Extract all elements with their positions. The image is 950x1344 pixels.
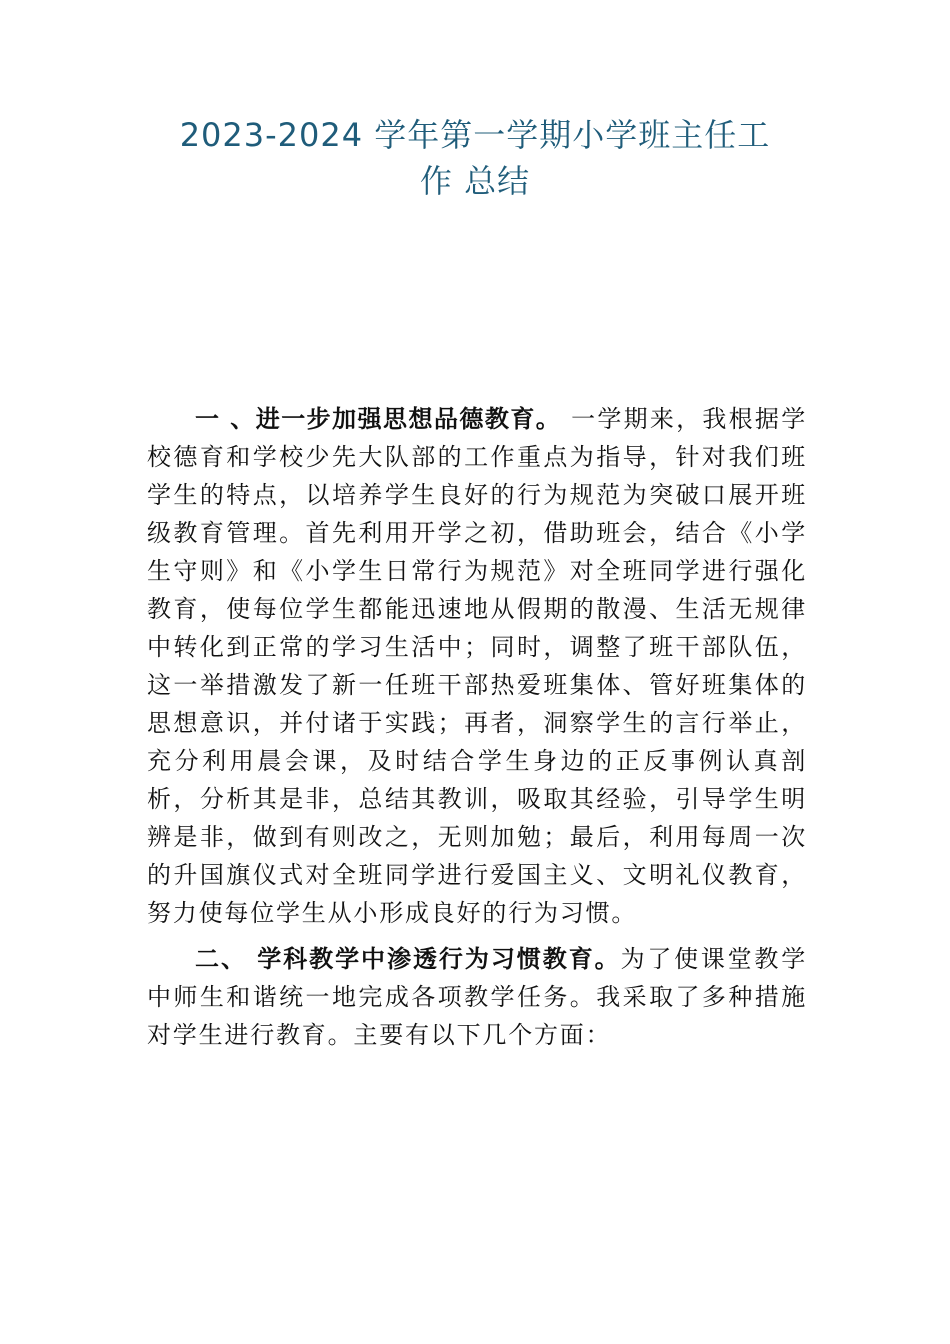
section-text-1: 一学期来，我根据学校德育和学校少先大队部的工作重点为指导，针对我们班学生的特点，以培养学生良好的行为规范为突破口展开班级教育管理。首先利用开学之初，借助班会，结合《小学生守则》和《小学生日常行为规范》对全班同学进行强化教育，使每位学生都能迅速地从假期的散漫、生活无规律中转化到正常的学习生活中；同时，调整了班干部队伍，这一举措激发了新一任班干部热爱班集体、管好班集体的思想意识，并付诸于实践；再者，洞察学生的言行举止，充分利用晨会课，及时结合学生身边的正反事例认真剖析，分析其是非，总结其教训，吸取其经验，引导学生明辨是非，做到有则改之，无则加勉；最后，利用每周一次的升国旗仪式对全班同学进行爱国主义、文明礼仪教育，努力使每位学生从小形成良好的行为习惯。: [147, 405, 807, 927]
section-heading-2: 二、 学科教学中渗透行为习惯教育。: [195, 945, 621, 973]
title-line-1: 2023-2024 学年第一学期小学班主任工: [179, 116, 771, 154]
document-title: [120, 112, 830, 204]
title-line-2: 作 总结: [419, 162, 531, 200]
section-paragraph-2: [147, 940, 807, 1054]
section-heading-1: 一 、进一步加强思想品德教育。: [195, 405, 562, 433]
section-text-2: 为了使课堂教学中师生和谐统一地完成各项教学任务。我采取了多种措施对学生进行教育。主要有以下几个方面：: [147, 945, 807, 1049]
section-paragraph-1: [147, 400, 807, 932]
document-body: [147, 400, 807, 1062]
